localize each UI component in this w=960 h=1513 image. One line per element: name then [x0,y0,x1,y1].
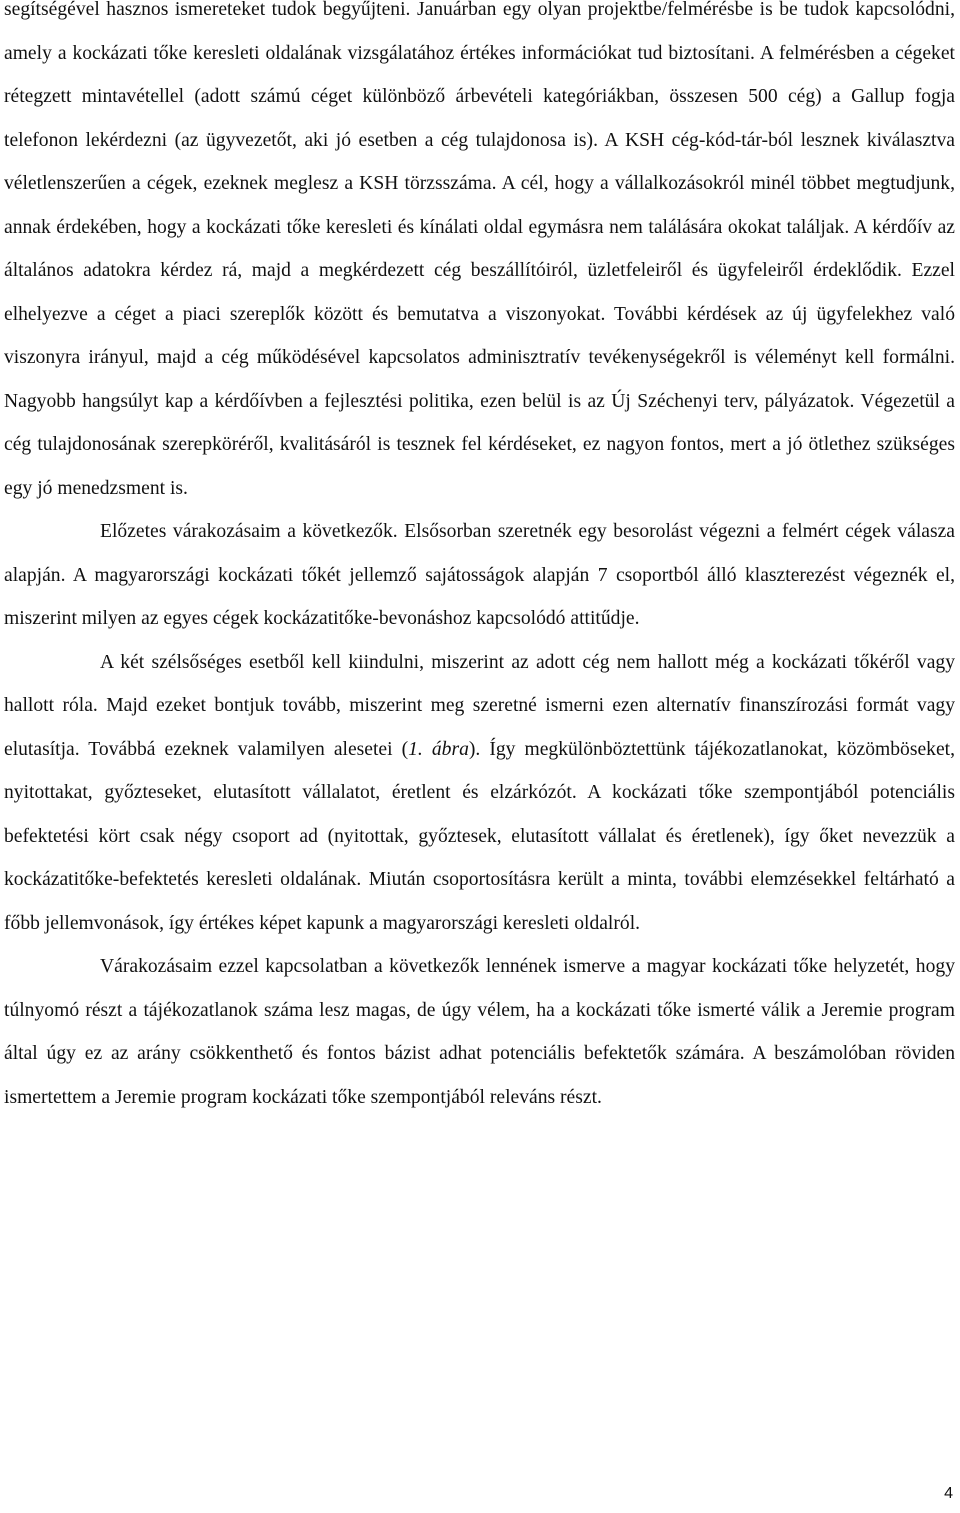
figure-reference: 1. ábra [408,738,469,760]
paragraph-2-text: Előzetes várakozásaim a következők. Elsősorban szeretnék egy besorolást végezni a felmért cégek válasza alapján. A magyarországi kockázati tőkét jellemző sajátosságok alapján 7 csoportból álló klaszterezést végeznék el, miszerint milyen az egyes cégek kockázatitőke-bevonáshoz kapcsolódó attitűdje. [4,521,955,629]
paragraph-3 [4,641,955,946]
paragraph-3-text-part-1: A két szélsőséges esetből kell kiindulni, miszerint az adott cég nem hallott még a kockázati tőkéről vagy hallott róla. Majd ezeket bontjuk tovább, miszerint meg szeretné ismerni ezen alternatív finanszírozási formát vagy elutasítja. Továbbá ezeknek valamilyen alesetei ( [4,651,955,760]
paragraph-4 [4,945,955,1119]
paragraph-3-text-part-2: ). Így megkülönböztettünk tájékozatlanokat, közömböseket, nyitottakat, győzteseket, elutasított vállalatot, éretlent és elzárkózót. A kockázati tőke szempontjából potenciális befektetési kört csak négy csoport ad (nyitottak, győztesek, elutasított vállalat és éretlenek), így őket nevezzük a kockázatitőke-befektetés keresleti oldalának. Miután csoportosításra került a minta, további elemzésekkel feltárható a főbb jellemvonások, így értékes képet kapunk a magyarországi keresleti oldalról. [4,738,955,934]
paragraph-4-text: Várakozásaim ezzel kapcsolatban a következők lennének ismerve a magyar kockázati tőke helyzetét, hogy túlnyomó részt a tájékozatlanok száma lesz magas, de úgy vélem, ha a kockázati tőke ismerté válik a Jeremie program által úgy ez az arány csökkenthető és fontos bázist adhat potenciális befektetők számára. A beszámolóban röviden ismertettem a Jeremie program kockázati tőke szempontjából releváns részt. [4,956,955,1108]
paragraph-1-text: segítségével hasznos ismereteket tudok begyűjteni. Januárban egy olyan projektbe/felmérésbe is be tudok kapcsolódni, amely a kockázati tőke keresleti oldalának vizsgálatához értékes információkat tud biztosítani. A felmérésben a cégeket rétegzett mintavétellel (adott számú céget különböző árbevételi kategóriákban, összesen 500 cég) a Gallup fogja telefonon lekérdezni (az ügyvezetőt, aki jó esetben a cég tulajdonosa is). A KSH cég-kód-tár-ból lesznek kiválasztva véletlenszerűen a cégek, ezeknek meglesz a KSH törzsszáma. A cél, hogy a vállalkozásokról minél többet megtudjunk, annak érdekében, hogy a kockázati tőke keresleti és kínálati oldal egymásra nem találására okokat találjak. A kérdőív az általános adatokra kérdez rá, majd a megkérdezett cég beszállítóiról, üzletfeleiről és ügyfeleiről érdeklődik. Ezzel elhelyezve a céget a piaci szereplők között és bemutatva a viszonyokat. További kérdések az új ügyfelekhez való viszonyra irányul, majd a cég működésével kapcsolatos adminisztratív tevékenységekről is véleményt kell formálni. Nagyobb hangsúlyt kap a kérdőívben a fejlesztési politika, ezen belül is az Új Széchenyi terv, pályázatok. Végezetül a cég tulajdonosának szerepköréről, kvalitásáról is tesznek fel kérdéseket, ez nagyon fontos, mert a jó ötlethez szükséges egy jó menedzsment is. [4,0,955,499]
paragraph-1 [4,0,955,510]
body-text [4,0,955,1119]
page-number: 4 [944,1485,953,1502]
paragraph-2 [4,510,955,641]
